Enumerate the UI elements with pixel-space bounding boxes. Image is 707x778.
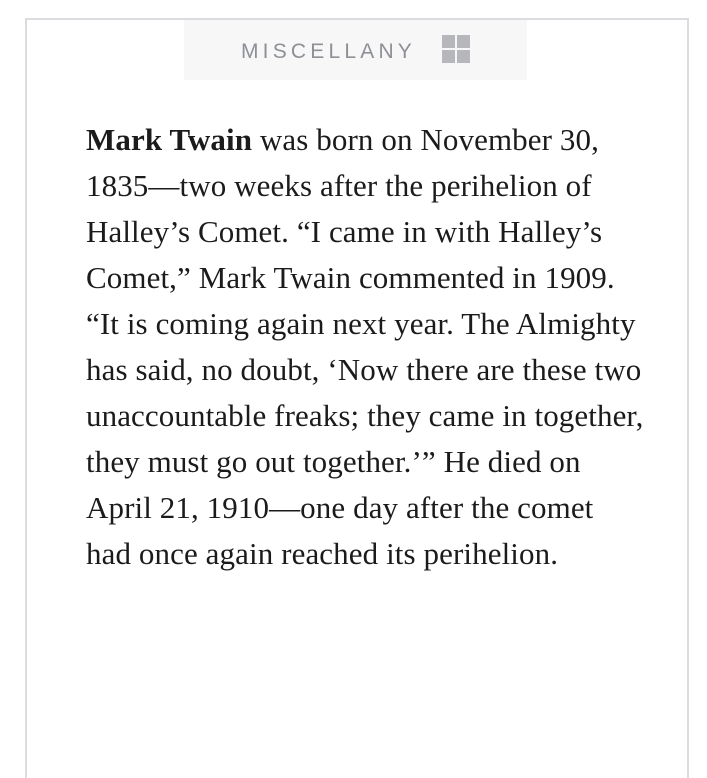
grid-icon: [442, 35, 470, 63]
grid-icon-cell: [442, 35, 455, 48]
section-header: [184, 20, 527, 80]
section-label: MISCELLANY: [240, 39, 417, 63]
article-paragraph: [86, 117, 646, 577]
article-subject: Mark Twain: [86, 122, 253, 157]
grid-icon-cell: [442, 50, 455, 63]
grid-icon-cell: [457, 35, 470, 48]
grid-icon-cell: [457, 50, 470, 63]
article-body: was born on November 30, 1835—two weeks after the perihelion of Halley’s Comet. “I came in with Halley’s Comet,” Mark Twain commented in 1909. “It is coming again next year. The Almighty has said, no doubt, ‘Now there are these two unaccountable freaks; they came in together, they must go out together.’” He died on April 21, 1910—one day after the comet had once again reached its perihelion.: [86, 122, 644, 571]
